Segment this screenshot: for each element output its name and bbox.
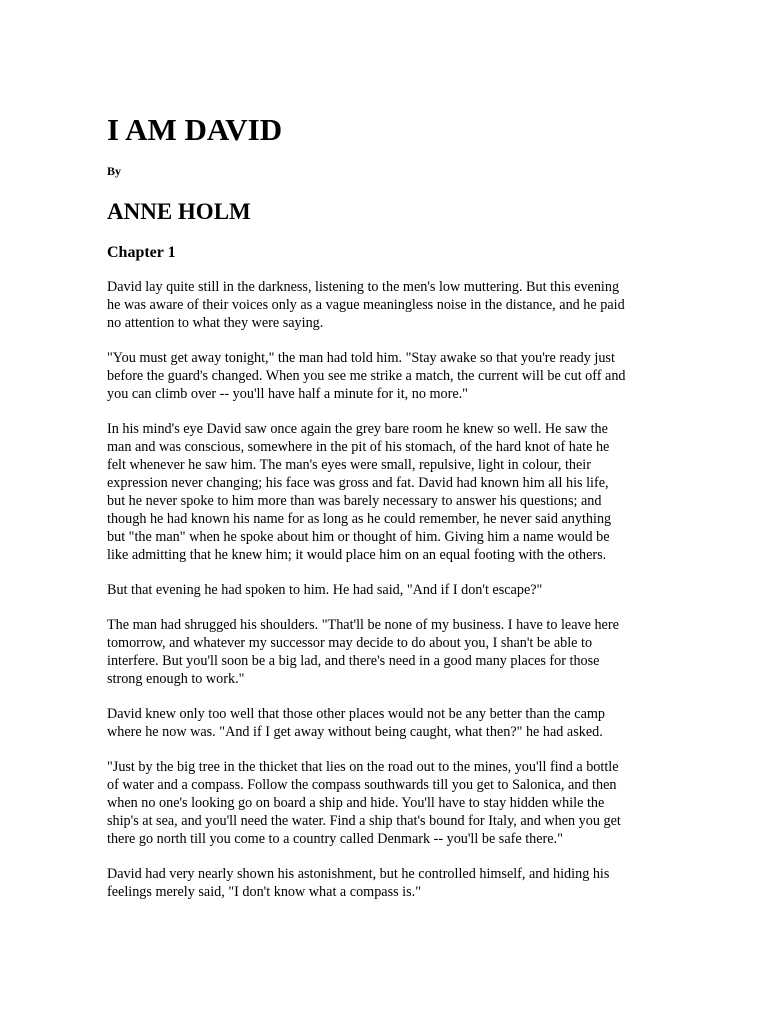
text-line: but he never spoke to him more than was barely necessary to answer his questions; and (107, 493, 602, 509)
text-line: feelings merely said, "I don't know what a compass is." (107, 884, 421, 900)
text-line: of water and a compass. Follow the compass southwards till you get to Salonica, and then (107, 777, 617, 793)
body-text (107, 278, 667, 918)
text-line: but "the man" when he spoke about him or thought of him. Giving him a name would be (107, 529, 610, 545)
text-line: expression never changing; his face was gross and fat. David had known him all his life, (107, 475, 609, 491)
text-line: But that evening he had spoken to him. He had said, "And if I don't escape?" (107, 582, 543, 598)
text-line: David knew only too well that those other places would not be any better than the camp (107, 706, 606, 722)
book-title: I AM DAVID (107, 112, 283, 147)
text-line: "Just by the big tree in the thicket that lies on the road out to the mines, you'll find a bottle (107, 759, 619, 775)
text-line: felt whenever he saw him. The man's eyes were small, repulsive, light in colour, their (107, 457, 591, 473)
paragraph (107, 616, 667, 688)
text-line: though he had known his name for as long as he could remember, he never said anything (107, 511, 612, 527)
text-line: you can climb over -- you'll have half a minute for it, no more." (107, 386, 468, 402)
text-line: The man had shrugged his shoulders. "That'll be none of my business. I have to leave here (107, 617, 619, 633)
text-line: he was aware of their voices only as a vague meaningless noise in the distance, and he paid (107, 297, 625, 313)
text-line: where he now was. "And if I get away without being caught, what then?" he had asked. (107, 724, 603, 740)
text-line: "You must get away tonight," the man had told him. "Stay awake so that you're ready just (107, 350, 615, 366)
paragraph (107, 420, 667, 564)
text-line: man and was conscious, somewhere in the pit of his stomach, of the hard knot of hate he (107, 439, 610, 455)
paragraph (107, 581, 667, 599)
text-line: when no one's looking go on board a ship and hide. You'll have to stay hidden while the (107, 795, 605, 811)
text-line: strong enough to work." (107, 671, 245, 687)
paragraph (107, 758, 667, 848)
author-name: ANNE HOLM (107, 199, 251, 224)
text-line: David lay quite still in the darkness, listening to the men's low muttering. But this evening (107, 279, 620, 295)
text-line: interfere. But you'll soon be a big lad, and there's need in a good many places for those (107, 653, 600, 669)
text-line: tomorrow, and whatever my successor may decide to do about you, I shan't be able to (107, 635, 593, 651)
paragraph (107, 865, 667, 901)
paragraph (107, 349, 667, 403)
chapter-heading: Chapter 1 (107, 244, 176, 261)
paragraph (107, 705, 667, 741)
text-line: ship's at sea, and you'll need the water. Find a ship that's bound for Italy, and when you get (107, 813, 621, 829)
text-line: before the guard's changed. When you see me strike a match, the current will be cut off and (107, 368, 626, 384)
byline: By (107, 164, 122, 178)
text-line: no attention to what they were saying. (107, 315, 324, 331)
text-line: In his mind's eye David saw once again the grey bare room he knew so well. He saw the (107, 421, 608, 437)
text-line: there go north till you come to a country called Denmark -- you'll be safe there." (107, 831, 563, 847)
text-line: David had very nearly shown his astonishment, but he controlled himself, and hiding his (107, 866, 610, 882)
text-line: like admitting that he knew him; it would place him on an equal footing with the others. (107, 547, 607, 563)
paragraph (107, 278, 667, 332)
